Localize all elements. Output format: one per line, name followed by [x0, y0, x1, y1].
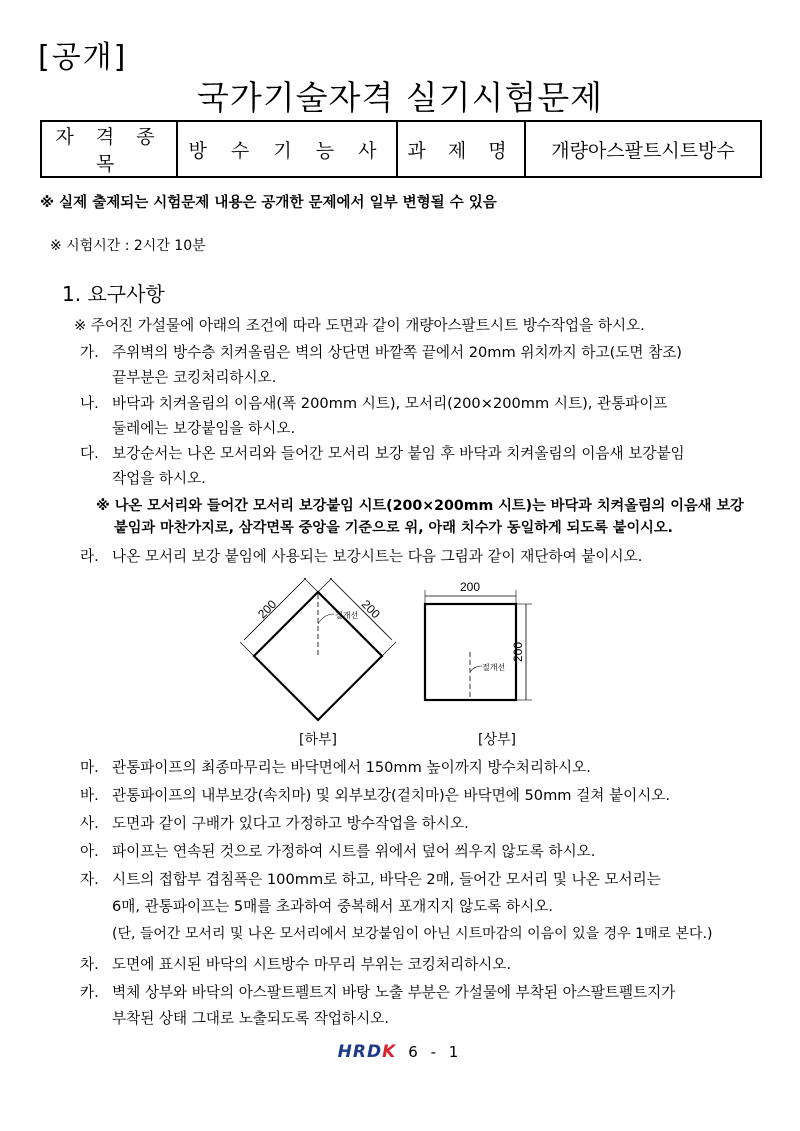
lower-caption: [하부]	[299, 732, 337, 748]
item-text: (단, 들어간 모서리 및 나온 모서리에서 보강붙임이 아닌 시트마감의 이음이 있을 경우 1매로 본다.)	[112, 926, 713, 942]
label-task: 과 제 명	[397, 121, 525, 177]
item-text: 파이프는 연속된 것으로 가정하여 시트를 위에서 덮어 씌우지 않도록 하시오.	[112, 843, 596, 860]
item-cha	[80, 955, 511, 975]
page-title: 국가기술자격 실기시험문제	[196, 78, 604, 117]
dim-label-right: 200	[358, 597, 383, 622]
item-label: 가.	[80, 344, 99, 361]
item-text: 도면과 같이 구배가 있다고 가정하고 방수작업을 하시오.	[112, 815, 469, 832]
item-ja	[80, 870, 713, 944]
item-label: 카.	[80, 984, 99, 1001]
item-text: 주위벽의 방수층 치켜올림은 벽의 상단면 바깥쪽 끝에서 20mm 위치까지 하고(도면 참조)	[112, 344, 683, 361]
item-text: 끝부분은 코킹처리하시오.	[112, 369, 277, 386]
item-text: 작업을 하시오.	[112, 470, 206, 487]
item-label: 마.	[80, 759, 99, 776]
note-line: 붙임과 마찬가지로, 삼각면목 중앙을 기준으로 위, 아래 치수가 동일하게 되도록 붙이시오.	[114, 520, 673, 536]
item-text: 도면에 표시된 바닥의 시트방수 마무리 부위는 코킹처리하시오.	[112, 956, 512, 973]
item-label: 다.	[80, 445, 99, 462]
note-line: ※ 나온 모서리와 들어간 모서리 보강붙임 시트(200×200mm 시트)는 바닥과 치켜올림의 이음새 보강	[96, 498, 744, 514]
dim-label-left: 200	[255, 597, 280, 622]
item-label: 바.	[80, 787, 99, 804]
item-text: 둘레에는 보강붙임을 하시오.	[112, 420, 296, 437]
exam-time: ※ 시험시간 : 2시간 10분	[50, 238, 206, 254]
item-label: 사.	[80, 815, 99, 832]
item-ba	[80, 786, 670, 806]
item-label: 자.	[80, 871, 99, 888]
item-label: 나.	[80, 395, 99, 412]
task-value: 개량아스팔트시트방수	[525, 121, 761, 177]
item-label: 차.	[80, 956, 99, 973]
item-ma	[80, 758, 591, 778]
lower-sheet-diagram	[240, 578, 396, 720]
cut-line-label: 절개선	[335, 611, 359, 620]
intro-text: ※ 주어진 가설물에 아래의 조건에 따라 도면과 같이 개량아스팔트시트 방수작업을 하시오.	[74, 317, 645, 334]
item-text: 시트의 접합부 겹침폭은 100mm로 하고, 바닥은 2매, 들어간 모서리 및 나온 모서리는	[112, 871, 661, 888]
item-text: 바닥과 치켜올림의 이음새(폭 200mm 시트), 모서리(200×200mm 시트), 관통파이프	[112, 395, 668, 412]
item-label: 아.	[80, 843, 99, 860]
dim-label-right: 200	[511, 641, 525, 663]
change-notice: ※ 실제 출제되는 시험문제 내용은 공개한 문제에서 일부 변형될 수 있음	[40, 195, 497, 211]
item-text: 부착된 상태 그대로 노출되도록 작업하시오.	[112, 1010, 389, 1027]
item-label: 라.	[80, 548, 99, 565]
upper-sheet-diagram	[425, 580, 532, 700]
hrdk-logo: HRDK	[337, 1042, 397, 1062]
item-text: 보강순서는 나온 모서리와 들어간 모서리 보강 붙임 후 바닥과 치켜올림의 이음새 보강붙임	[112, 445, 685, 462]
item-text: 6매, 관통파이프는 5매를 초과하여 중복해서 포개지지 않도록 하시오.	[112, 898, 553, 915]
upper-caption: [상부]	[478, 732, 516, 748]
item-ka	[80, 983, 675, 1029]
page-number: 6 - 1	[408, 1043, 463, 1061]
page-footer	[0, 1042, 800, 1062]
item-text: 나온 모서리 보강 붙임에 사용되는 보강시트는 다음 그림과 같이 재단하여 붙이시오.	[112, 548, 643, 565]
section-title: 1. 요구사항	[62, 282, 165, 306]
qualification-value: 방 수 기 능 사	[177, 121, 397, 177]
label-qualification: 자 격 종 목	[41, 121, 177, 177]
square-sheet	[425, 604, 516, 700]
item-text: 관통파이프의 최종마무리는 바닥면에서 150mm 높이까지 방수처리하시오.	[112, 759, 591, 776]
item-text: 관통파이프의 내부보강(속치마) 및 외부보강(겉치마)은 바닥면에 50mm 걸쳐 붙이시오.	[112, 787, 671, 804]
item-sa	[80, 814, 469, 834]
dim-label-top: 200	[459, 580, 481, 594]
item-a	[80, 842, 595, 862]
item-text: 벽체 상부와 바닥의 아스팔트펠트지 바탕 노출 부분은 가설물에 부착된 아스팔트펠트지가	[112, 984, 676, 1001]
public-tag: [공개]	[38, 40, 128, 75]
cut-line-label: 절개선	[482, 663, 506, 672]
